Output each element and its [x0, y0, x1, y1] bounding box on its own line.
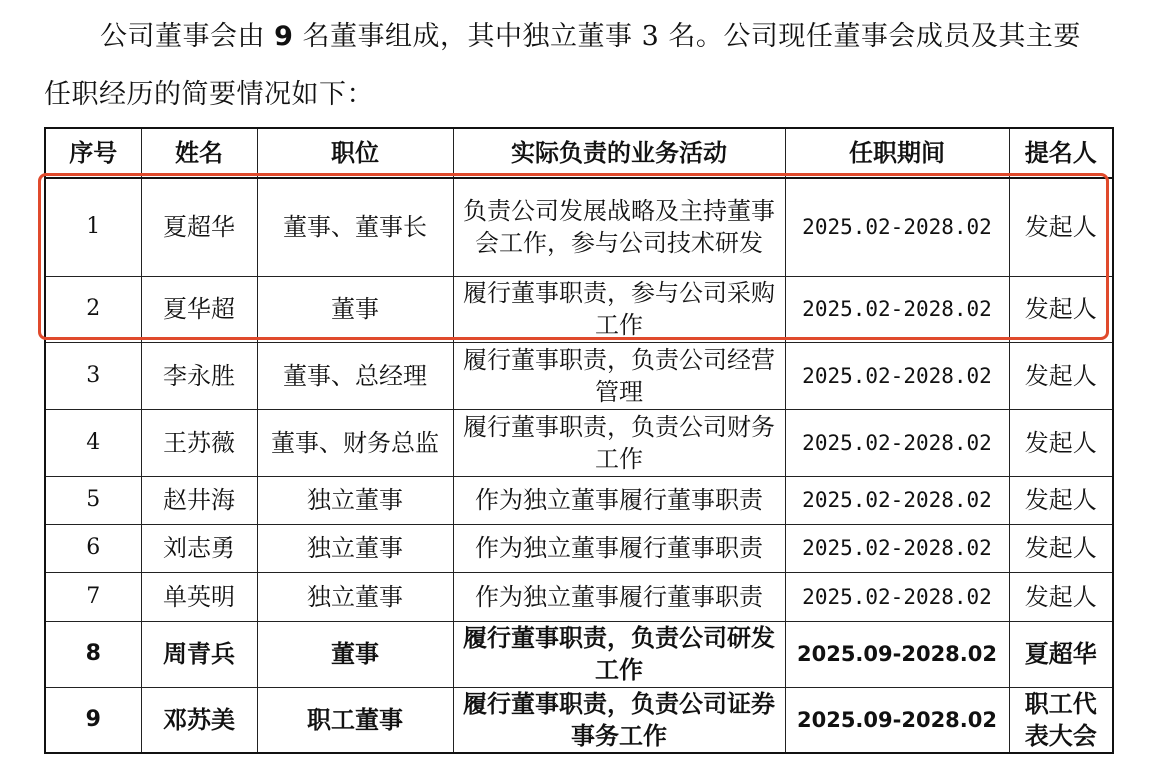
cell-activity: 履行董事职责，负责公司经营管理 [453, 342, 785, 409]
cell-name: 夏华超 [141, 276, 257, 342]
header-position: 职位 [257, 128, 453, 178]
cell-nominator: 发起人 [1009, 342, 1113, 409]
cell-nominator: 发起人 [1009, 276, 1113, 342]
cell-seq: 8 [45, 621, 141, 687]
cell-name: 李永胜 [141, 342, 257, 409]
board-members-table [44, 127, 1114, 754]
cell-nominator: 发起人 [1009, 572, 1113, 621]
table-row [45, 276, 1113, 342]
cell-seq: 5 [45, 476, 141, 524]
cell-nominator: 发起人 [1009, 476, 1113, 524]
header-activity: 实际负责的业务活动 [453, 128, 785, 178]
cell-nominator: 发起人 [1009, 178, 1113, 276]
cell-seq: 3 [45, 342, 141, 409]
cell-period: 2025.02-2028.02 [785, 342, 1009, 409]
cell-period: 2025.02-2028.02 [785, 476, 1009, 524]
header-seq: 序号 [45, 128, 141, 178]
cell-name: 邓苏美 [141, 687, 257, 753]
table-header-row [45, 128, 1113, 178]
cell-period: 2025.09-2028.02 [785, 687, 1009, 753]
intro-text-a: 公司董事会由 [100, 21, 265, 52]
cell-activity: 负责公司发展战略及主持董事会工作，参与公司技术研发 [453, 178, 785, 276]
cell-name: 王苏薇 [141, 409, 257, 476]
cell-position: 董事 [257, 621, 453, 687]
cell-period: 2025.02-2028.02 [785, 276, 1009, 342]
cell-seq: 1 [45, 178, 141, 276]
table-row [45, 178, 1113, 276]
cell-position: 董事、财务总监 [257, 409, 453, 476]
cell-activity: 履行董事职责，负责公司证券事务工作 [453, 687, 785, 753]
intro-line-2: 任职经历的简要情况如下： [44, 79, 374, 110]
cell-seq: 4 [45, 409, 141, 476]
cell-seq: 6 [45, 524, 141, 572]
cell-name: 刘志勇 [141, 524, 257, 572]
table-row [45, 476, 1113, 524]
cell-period: 2025.02-2028.02 [785, 572, 1009, 621]
header-nominator: 提名人 [1009, 128, 1113, 178]
cell-activity: 作为独立董事履行董事职责 [453, 572, 785, 621]
cell-period: 2025.09-2028.02 [785, 621, 1009, 687]
cell-position: 董事、董事长 [257, 178, 453, 276]
cell-nominator: 夏超华 [1009, 621, 1113, 687]
table-row [45, 342, 1113, 409]
table-row [45, 572, 1113, 621]
cell-position: 职工董事 [257, 687, 453, 753]
header-name: 姓名 [141, 128, 257, 178]
cell-activity: 履行董事职责，负责公司财务工作 [453, 409, 785, 476]
cell-position: 董事、总经理 [257, 342, 453, 409]
cell-name: 单英明 [141, 572, 257, 621]
cell-position: 独立董事 [257, 572, 453, 621]
cell-position: 独立董事 [257, 524, 453, 572]
cell-seq: 9 [45, 687, 141, 753]
header-period: 任职期间 [785, 128, 1009, 178]
cell-nominator: 发起人 [1009, 409, 1113, 476]
cell-period: 2025.02-2028.02 [785, 178, 1009, 276]
intro-paragraph [44, 8, 1124, 124]
cell-position: 独立董事 [257, 476, 453, 524]
cell-position: 董事 [257, 276, 453, 342]
intro-text-b: 名董事组成，其中独立董事 3 名。公司现任董事会成员及其主要 [302, 21, 1081, 52]
cell-name: 夏超华 [141, 178, 257, 276]
intro-board-count: 9 [274, 21, 294, 52]
table-row [45, 524, 1113, 572]
cell-activity: 履行董事职责，负责公司研发工作 [453, 621, 785, 687]
intro-line-1 [44, 8, 1124, 66]
cell-activity: 作为独立董事履行董事职责 [453, 476, 785, 524]
cell-period: 2025.02-2028.02 [785, 409, 1009, 476]
cell-seq: 2 [45, 276, 141, 342]
cell-period: 2025.02-2028.02 [785, 524, 1009, 572]
cell-name: 赵井海 [141, 476, 257, 524]
table-row [45, 687, 1113, 753]
cell-seq: 7 [45, 572, 141, 621]
table-row [45, 621, 1113, 687]
table-row [45, 409, 1113, 476]
cell-name: 周青兵 [141, 621, 257, 687]
cell-activity: 作为独立董事履行董事职责 [453, 524, 785, 572]
cell-activity: 履行董事职责，参与公司采购工作 [453, 276, 785, 342]
cell-nominator: 职工代表大会 [1009, 687, 1113, 753]
cell-nominator: 发起人 [1009, 524, 1113, 572]
